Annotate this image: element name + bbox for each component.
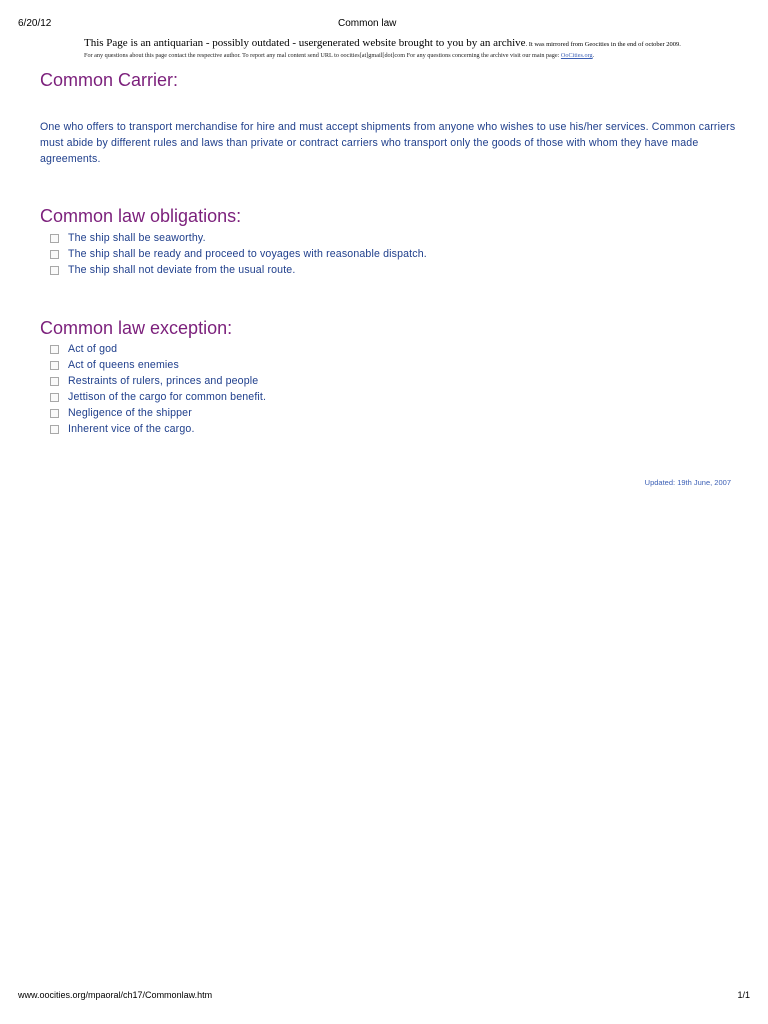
archive-banner	[84, 37, 724, 59]
banner-contact-line	[84, 52, 724, 59]
list-item	[50, 357, 266, 373]
list-item	[50, 389, 266, 405]
list-item-label: The ship shall be seaworthy.	[68, 232, 206, 244]
print-date: 6/20/12	[18, 18, 52, 29]
oocities-link[interactable]: OoCities.org	[560, 52, 593, 59]
print-header	[18, 18, 750, 32]
print-footer	[18, 990, 750, 1002]
banner-small-text: . It was mirrored from Geocities in the end of october 2009.	[525, 41, 681, 48]
list-item	[50, 246, 427, 262]
checkbox-icon[interactable]	[50, 393, 59, 402]
checkbox-icon[interactable]	[50, 361, 59, 370]
common-carrier-definition: One who offers to transport merchandise for hire and must accept shipments from anyone who wishes to use his/her services. Common carriers must abide by different rules and laws than private or contract carriers who transport only the goods of those with whom they have made agreements.	[40, 121, 736, 165]
print-page-title: Common law	[338, 18, 397, 29]
heading-obligations: Common law obligations:	[40, 206, 242, 226]
exceptions-list	[50, 341, 266, 437]
checkbox-icon[interactable]	[50, 266, 59, 275]
heading-exceptions: Common law exception:	[40, 318, 233, 338]
banner-main-text: This Page is an antiquarian - possibly outdated - usergenerated website brought to you by an archive	[84, 37, 526, 49]
page-number: 1/1	[737, 990, 750, 1000]
list-item-label: The ship shall not deviate from the usual route.	[68, 264, 296, 276]
banner-link-suffix: .	[592, 52, 595, 59]
list-item-label: Negligence of the shipper	[68, 407, 192, 419]
list-item-label: Jettison of the cargo for common benefit.	[68, 391, 267, 403]
list-item	[50, 230, 427, 246]
heading-common-carrier: Common Carrier:	[40, 70, 179, 90]
checkbox-icon[interactable]	[50, 409, 59, 418]
list-item	[50, 262, 427, 278]
list-item-label: Restraints of rulers, princes and people	[68, 375, 259, 387]
list-item-label: Act of queens enemies	[68, 359, 179, 371]
list-item	[50, 341, 266, 357]
checkbox-icon[interactable]	[50, 425, 59, 434]
list-item	[50, 421, 266, 437]
checkbox-icon[interactable]	[50, 345, 59, 354]
checkbox-icon[interactable]	[50, 377, 59, 386]
list-item-label: Act of god	[68, 343, 118, 355]
checkbox-icon[interactable]	[50, 250, 59, 259]
checkbox-icon[interactable]	[50, 234, 59, 243]
updated-date: Updated: 19th June, 2007	[644, 478, 731, 487]
obligations-list	[50, 230, 427, 278]
list-item	[50, 405, 266, 421]
list-item	[50, 373, 266, 389]
page-url: www.oocities.org/mpaoral/ch17/Commonlaw.htm	[18, 990, 213, 1000]
banner-contact-text: For any questions about this page contact the respective author. To report any mal content send URL to oocities[at]gmail[dot]com For any questions concerning the archive visit our main page:	[84, 52, 560, 59]
list-item-label: The ship shall be ready and proceed to voyages with reasonable dispatch.	[68, 248, 427, 260]
banner-main-line	[84, 37, 724, 49]
list-item-label: Inherent vice of the cargo.	[68, 423, 195, 435]
